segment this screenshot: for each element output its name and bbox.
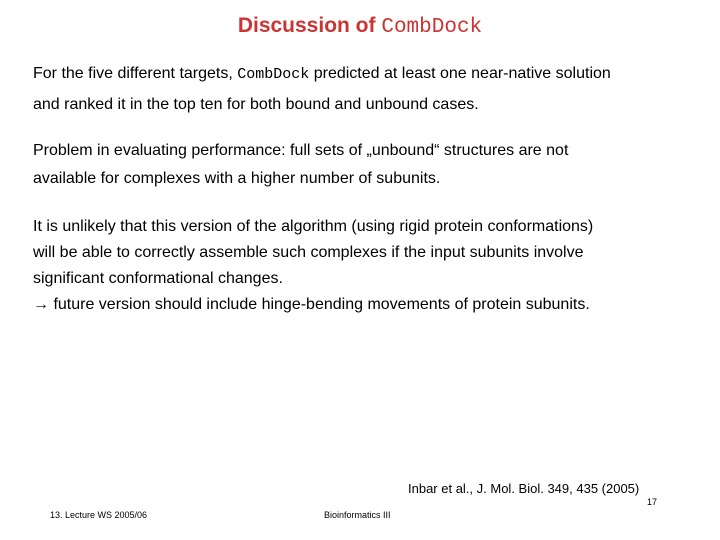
slide-title-program-name: CombDock [381,16,483,39]
paragraph-problem-line-2: available for complexes with a higher number of subunits. [33,170,441,187]
paragraph-results-line-1 [33,59,703,90]
paragraph-results-line-2: and ranked it in the top ten for both bound and unbound cases. [33,96,479,113]
paragraph-outlook-line-1: It is unlikely that this version of the algorithm (using rigid protein conformations) [33,218,594,235]
paragraph-outlook [33,214,703,318]
slide-title-prefix: Discussion of [237,14,382,37]
paragraph-problem-line-1: Problem in evaluating performance: full sets of „unbound“ structures are not [33,142,569,159]
text-segment: predicted at least one near-native solution [309,65,611,82]
text-segment: For the five different targets, [33,65,238,82]
paragraph-results [33,59,703,120]
footer-course: Bioinformatics III [324,510,391,520]
paragraph-outlook-line-4: → future version should include hinge-bending movements of protein subunits. [33,296,590,313]
slide-title [0,14,720,39]
paragraph-outlook-line-2: will be able to correctly assemble such complexes if the input subunits involve [33,244,584,261]
page-number: 17 [647,497,658,507]
footer-lecture: 13. Lecture WS 2005/06 [50,510,148,520]
citation: Inbar et al., J. Mol. Biol. 349, 435 (2005) [408,481,640,496]
paragraph-outlook-line-3: significant conformational changes. [33,270,283,287]
program-name-inline: CombDock [237,66,310,83]
paragraph-problem [33,137,703,193]
